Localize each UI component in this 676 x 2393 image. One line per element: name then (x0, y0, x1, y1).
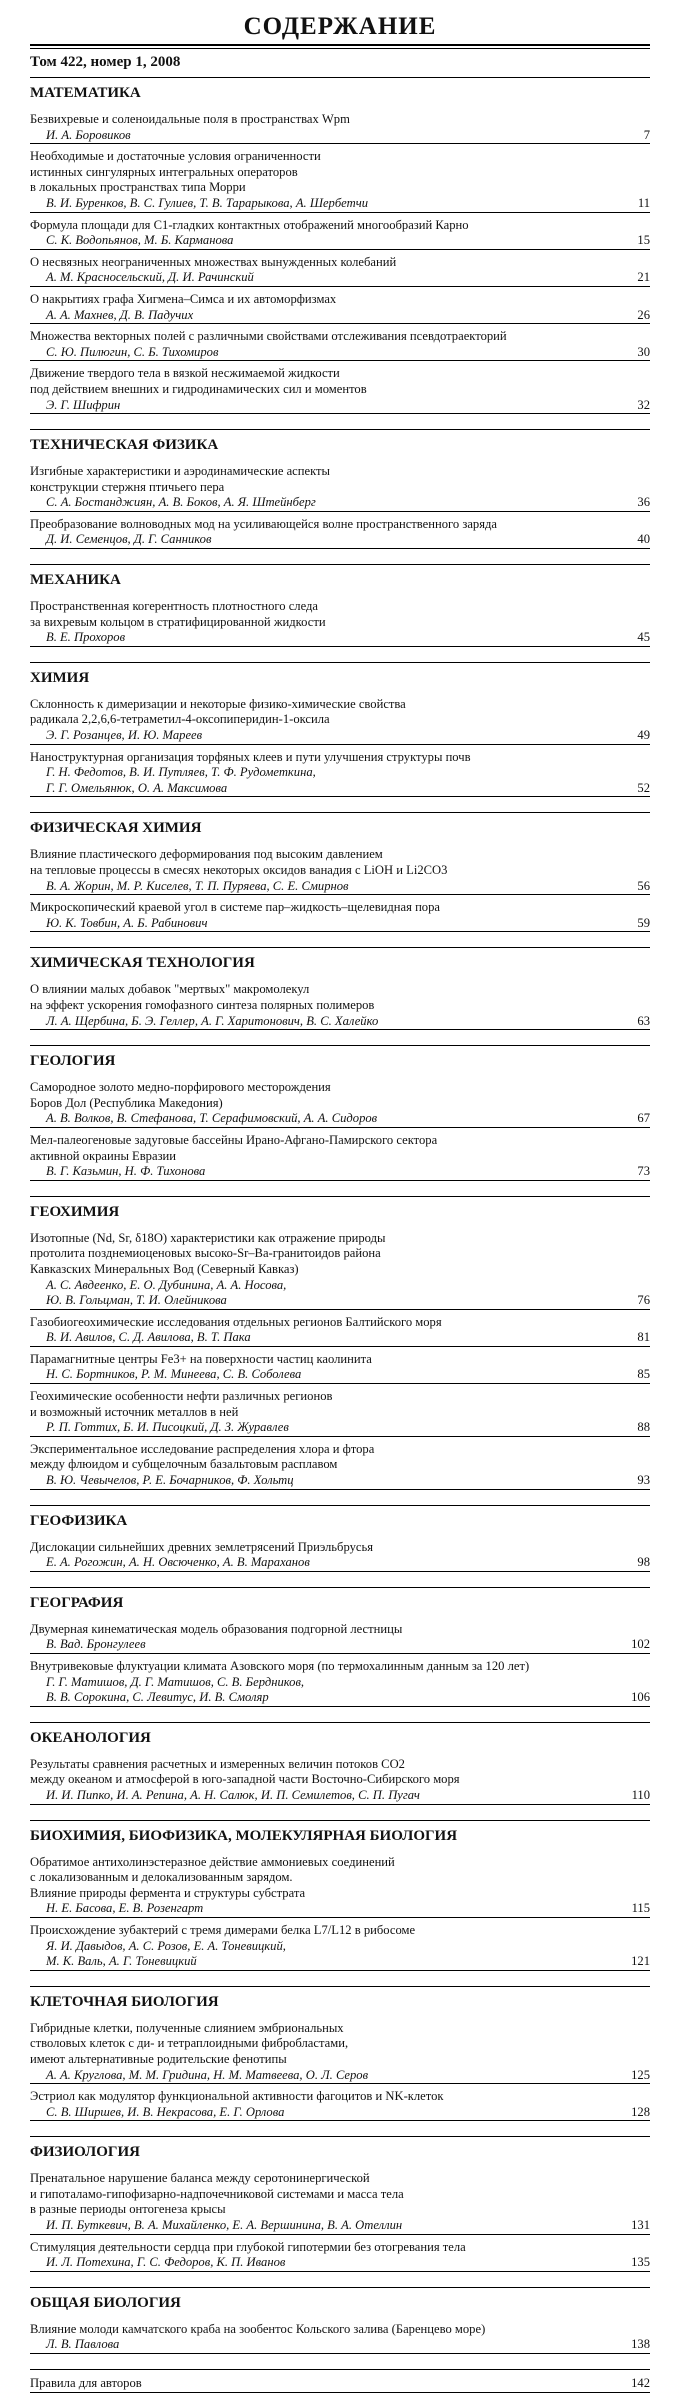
toc-entry[interactable] (30, 1442, 650, 1490)
toc-section (30, 1722, 650, 1820)
entry-page-number: 128 (631, 2104, 650, 2119)
entry-authors: С. В. Ширшев, И. В. Некрасова, Е. Г. Орлова (30, 2105, 650, 2122)
entry-authors: Э. Г. Розанцев, И. Ю. Мареев (30, 728, 650, 745)
entry-authors: Э. Г. Шифрин (30, 398, 650, 415)
section-title: ТЕХНИЧЕСКАЯ ФИЗИКА (30, 437, 219, 454)
title-rule-thin (30, 48, 650, 49)
entry-page-number: 110 (631, 1787, 650, 1802)
toc-entry[interactable] (30, 2089, 650, 2121)
entry-authors: Д. И. Семенцов, Д. Г. Санников (30, 532, 650, 549)
toc-entry[interactable] (30, 697, 650, 745)
sections-list (30, 77, 650, 2369)
entry-title: Самородное золото медно-порфирового месторождения Боров Дол (Республика Македония) (30, 1080, 331, 1110)
issue-info: Том 422, номер 1, 2008 (30, 54, 181, 70)
toc-entry[interactable] (30, 218, 650, 250)
toc-section (30, 1196, 650, 1505)
entry-title: О накрытиях графа Хигмена–Симса и их автоморфизмах (30, 291, 337, 306)
toc-entry[interactable] (30, 599, 650, 647)
entry-title: Наноструктурная организация торфяных клеев и пути улучшения структуры почв (30, 749, 471, 764)
toc-entry[interactable] (30, 1389, 650, 1437)
section-title: ФИЗИЧЕСКАЯ ХИМИЯ (30, 820, 202, 837)
entry-page-number: 102 (631, 1637, 650, 1652)
toc-entry[interactable] (30, 1133, 650, 1181)
footer-entry[interactable] (30, 2369, 650, 2393)
entry-authors: Н. С. Бортников, Р. М. Минеева, С. В. Соболева (30, 1367, 650, 1384)
entry-title: О влиянии малых добавок "мертвых" макромолекул на эффект ускорения гомофазного синтеза полярных полимеров (30, 982, 375, 1012)
entry-title: Склонность к димеризации и некоторые физико-химические свойства радикала 2,2,6,6-тетраметил-4-оксопиперидин-1-оксила (30, 696, 406, 727)
toc-section (30, 2287, 650, 2369)
toc-section (30, 564, 650, 662)
entry-title: Множества векторных полей с различными свойствами отслеживания псевдотраекторий (30, 329, 507, 344)
entry-page-number: 30 (637, 344, 650, 359)
entry-title: Двумерная кинематическая модель образования подгорной лестницы (30, 1621, 403, 1636)
toc-entry[interactable] (30, 1757, 650, 1805)
section-title: ОБЩАЯ БИОЛОГИЯ (30, 2294, 181, 2311)
section-title: ОКЕАНОЛОГИЯ (30, 1729, 151, 1746)
toc-section (30, 1505, 650, 1587)
section-title: КЛЕТОЧНАЯ БИОЛОГИЯ (30, 1993, 219, 2010)
toc-entry[interactable] (30, 464, 650, 512)
entry-title: Пренатальное нарушение баланса между серотонинергической и гипоталамо-гипофизарно-надпочечниковой системами и масса тела в разные периоды онтогенеза крысы (30, 2171, 404, 2217)
entry-title: Изгибные характеристики и аэродинамические аспекты конструкции стержня птичьего пера (30, 464, 330, 494)
entry-title: Изотопные (Nd, Sr, δ18O) характеристики как отражение природы протолита позднемиоценовых высоко-Sr–Ba-гранитоидов района Кавказских Минеральных Вод (Северный Кавказ) (30, 1230, 386, 1276)
entry-authors: В. Г. Казьмин, Н. Ф. Тихонова (30, 1164, 650, 1181)
entry-page-number: 73 (637, 1164, 650, 1179)
entry-page-number: 98 (637, 1555, 650, 1570)
footer-page: 142 (631, 2376, 650, 2391)
entry-authors: А. С. Авдеенко, Е. О. Дубинина, А. А. Носова, Ю. В. Гольцман, Т. И. Олейникова (30, 1278, 650, 1310)
entry-authors: И. Л. Потехина, Г. С. Федоров, К. П. Иванов (30, 2255, 650, 2272)
entry-page-number: 125 (631, 2067, 650, 2082)
entry-title: Безвихревые и соленоидальные поля в пространствах Wpm (30, 112, 350, 126)
entry-page-number: 85 (637, 1367, 650, 1382)
entry-title: Результаты сравнения расчетных и измеренных величин потоков CO2 между океаном и атмосферой в юго-западной части Восточно-Сибирского моря (30, 1756, 460, 1787)
toc-section (30, 1820, 650, 1986)
entry-title: Парамагнитные центры Fe3+ на поверхности частиц каолинита (30, 1351, 372, 1366)
entry-authors: В. А. Жорин, М. Р. Киселев, Т. П. Пуряева, С. Е. Смирнов (30, 879, 650, 896)
section-title: МАТЕМАТИКА (30, 85, 141, 101)
entry-authors: В. И. Авилов, С. Д. Авилова, В. Т. Пака (30, 1330, 650, 1347)
entry-title: Геохимические особенности нефти различных регионов и возможный источник металлов в ней (30, 1389, 333, 1419)
toc-entry[interactable] (30, 329, 650, 361)
entry-authors: Я. И. Давыдов, А. С. Розов, Е. А. Тоневицкий, М. К. Валь, А. Г. Тоневицкий (30, 1939, 650, 1971)
entry-authors: Ю. К. Товбин, А. Б. Рабинович (30, 916, 650, 933)
title-rule (30, 44, 650, 46)
entry-page-number: 26 (637, 307, 650, 322)
toc-entry[interactable] (30, 2240, 650, 2272)
toc-entry[interactable] (30, 2021, 650, 2084)
entry-page-number: 115 (631, 1901, 650, 1916)
toc-entry[interactable] (30, 1855, 650, 1918)
toc-section (30, 77, 650, 429)
toc-entry[interactable] (30, 1080, 650, 1128)
entry-authors: С. К. Водопьянов, М. Б. Карманова (30, 233, 650, 250)
entry-page-number: 15 (637, 233, 650, 248)
toc-entry[interactable] (30, 2171, 650, 2234)
entry-title: Пространственная когерентность плотностного следа за вихревым кольцом в стратифицированной жидкости (30, 599, 326, 629)
entry-page-number: 131 (631, 2218, 650, 2233)
toc-section (30, 2136, 650, 2287)
entry-title: Гибридные клетки, полученные слиянием эмбриональных стволовых клеток с ди- и тетраплоидными фибробластами, имеют альтернативные родительские фенотипы (30, 2020, 349, 2066)
entry-page-number: 45 (637, 630, 650, 645)
entry-page-number: 11 (637, 195, 650, 210)
toc-section (30, 1045, 650, 1196)
toc-section (30, 429, 650, 564)
entry-authors: Л. В. Павлова (30, 2337, 650, 2354)
entry-title: Происхождение зубактерий с тремя димерами белка L7/L12 в рибосоме (30, 1922, 416, 1937)
entry-page-number: 135 (631, 2255, 650, 2270)
entry-authors: А. М. Красносельский, Д. И. Рачинский (30, 270, 650, 287)
toc-entry[interactable] (30, 517, 650, 549)
entry-page-number: 121 (631, 1954, 650, 1969)
entry-page-number: 56 (637, 878, 650, 893)
entry-authors: В. И. Буренков, В. С. Гулиев, Т. В. Тарарыкова, А. Шербетчи (30, 196, 650, 213)
toc-entry[interactable] (30, 750, 650, 798)
entry-title: Мел-палеогеновые задуговые бассейны Ирано-Афгано-Памирского сектора активной окраины Евразии (30, 1132, 438, 1163)
entry-page-number: 88 (637, 1420, 650, 1435)
entry-title: Обратимое антихолинэстеразное действие аммониевых соединений с локализованным и делокализованным зарядом. Влияние природы фермента и структуры субстрата (30, 1854, 395, 1900)
entry-page-number: 32 (637, 397, 650, 412)
entry-title: Преобразование волноводных мод на усиливающейся волне пространственного заряда (30, 516, 497, 531)
entry-page-number: 7 (643, 127, 650, 142)
toc-entry[interactable] (30, 1352, 650, 1384)
footer-title: Правила для авторов (30, 2376, 650, 2393)
entry-authors: Г. Г. Матишов, Д. Г. Матишов, С. В. Бердников, В. В. Сорокина, С. Левитус, И. В. Смоляр (30, 1675, 650, 1707)
toc-entry[interactable] (30, 2322, 650, 2354)
contents-page (30, 12, 650, 2393)
entry-title: Влияние пластического деформирования под высоким давлением на тепловые процессы в смесях некоторых оксидов ванадия с LiOH и Li2CO3 (30, 847, 448, 877)
toc-section (30, 662, 650, 813)
entry-title: Движение твердого тела в вязкой несжимаемой жидкости под действием внешних и гидродинамических сил и моментов (30, 366, 367, 396)
entry-page-number: 67 (637, 1111, 650, 1126)
toc-entry[interactable] (30, 255, 650, 287)
section-title: ГЕОФИЗИКА (30, 1512, 128, 1529)
toc-entry[interactable] (30, 982, 650, 1030)
entry-page-number: 59 (637, 915, 650, 930)
toc-section (30, 1587, 650, 1722)
toc-entry[interactable] (30, 1315, 650, 1347)
section-title: ГЕОЛОГИЯ (30, 1053, 116, 1070)
toc-entry[interactable] (30, 149, 650, 212)
section-title: ФИЗИОЛОГИЯ (30, 2144, 140, 2161)
entry-page-number: 106 (631, 1690, 650, 1705)
entry-authors: В. Вад. Бронгулеев (30, 1637, 650, 1654)
toc-entry[interactable] (30, 1231, 650, 1310)
toc-entry[interactable] (30, 292, 650, 324)
entry-authors: И. П. Буткевич, В. А. Михайленко, Е. А. Вершинина, В. А. Отеллин (30, 2218, 650, 2235)
entry-authors: Н. Е. Басова, Е. В. Розенгарт (30, 1901, 650, 1918)
toc-section (30, 1986, 650, 2137)
toc-section (30, 812, 650, 947)
toc-section (30, 947, 650, 1045)
entry-page-number: 138 (631, 2337, 650, 2352)
entry-authors: И. И. Пипко, И. А. Репина, А. Н. Салюк, И. П. Семилетов, С. П. Пугач (30, 1788, 650, 1805)
entry-title: Стимуляция деятельности сердца при глубокой гипотермии без отогревания тела (30, 2239, 466, 2254)
entry-authors: В. Ю. Чевычелов, Р. Е. Бочарников, Ф. Хольтц (30, 1473, 650, 1490)
entry-page-number: 81 (637, 1330, 650, 1345)
entry-title: Формула площади для C1-гладких контактных отображений многообразий Карно (30, 217, 469, 232)
page-title: СОДЕРЖАНИЕ (243, 13, 437, 40)
entry-page-number: 36 (637, 495, 650, 510)
section-title: ГЕОХИМИЯ (30, 1203, 120, 1220)
entry-authors: Р. П. Готтих, Б. И. Писоцкий, Д. З. Журавлев (30, 1420, 650, 1437)
entry-title: Необходимые и достаточные условия ограниченности истинных сингулярных интегральных операторов в локальных пространствах типа Морри (30, 149, 321, 195)
entry-authors: А. А. Махнев, Д. В. Падучих (30, 308, 650, 325)
entry-title: О несвязных неограниченных множествах вынужденных колебаний (30, 254, 397, 269)
entry-authors: Г. Н. Федотов, В. И. Путляев, Т. Ф. Рудометкина, Г. Г. Омельянюк, О. А. Максимова (30, 765, 650, 797)
entry-authors: И. А. Боровиков (30, 128, 650, 145)
toc-entry[interactable] (30, 366, 650, 414)
toc-entry[interactable] (30, 1659, 650, 1707)
toc-entry[interactable] (30, 1923, 650, 1971)
entry-page-number: 40 (637, 532, 650, 547)
section-title: ХИМИЯ (30, 669, 90, 686)
entry-title: Газобиогеохимические исследования отдельных регионов Балтийского моря (30, 1314, 442, 1329)
entry-title: Эстриол как модулятор функциональной активности фагоцитов и NK-клеток (30, 2089, 444, 2104)
section-title: ГЕОГРАФИЯ (30, 1594, 124, 1611)
entry-title: Дислокации сильнейших древних землетрясений Приэльбрусья (30, 1539, 374, 1554)
toc-entry[interactable] (30, 1622, 650, 1654)
toc-entry[interactable] (30, 900, 650, 932)
section-title: ХИМИЧЕСКАЯ ТЕХНОЛОГИЯ (30, 955, 255, 972)
entry-title: Внутривековые флуктуации климата Азовского моря (по термохалинным данным за 120 лет) (30, 1659, 530, 1673)
toc-entry[interactable] (30, 847, 650, 895)
entry-page-number: 93 (637, 1473, 650, 1488)
entry-authors: С. Ю. Пилюгин, С. Б. Тихомиров (30, 345, 650, 362)
entry-page-number: 76 (637, 1293, 650, 1308)
entry-authors: С. А. Бостанджиян, А. В. Боков, А. Я. Штейнберг (30, 495, 650, 512)
entry-authors: Е. А. Рогожин, А. Н. Овсюченко, А. В. Мараханов (30, 1555, 650, 1572)
section-title: МЕХАНИКА (30, 572, 121, 589)
entry-title: Экспериментальное исследование распределения хлора и фтора между флюидом и субщелочным базальтовым расплавом (30, 1441, 375, 1472)
entry-authors: А. А. Круглова, М. М. Гридина, Н. М. Матвеева, О. Л. Серов (30, 2068, 650, 2085)
entry-page-number: 63 (637, 1013, 650, 1028)
entry-page-number: 21 (637, 270, 650, 285)
toc-entry[interactable] (30, 1540, 650, 1572)
entry-page-number: 52 (637, 780, 650, 795)
entry-page-number: 49 (637, 728, 650, 743)
entry-title: Влияние молоди камчатского краба на зообентос Кольского залива (Баренцево море) (30, 2321, 486, 2336)
section-title: БИОХИМИЯ, БИОФИЗИКА, МОЛЕКУЛЯРНАЯ БИОЛОГИЯ (30, 1827, 458, 1844)
entry-title: Микроскопический краевой угол в системе пар–жидкость–щелевидная пора (30, 900, 440, 915)
entry-authors: А. В. Волков, В. Стефанова, Т. Серафимовский, А. А. Сидоров (30, 1111, 650, 1128)
toc-entry[interactable] (30, 112, 650, 144)
entry-authors: Л. А. Щербина, Б. Э. Геллер, А. Г. Харитонович, В. С. Халейко (30, 1014, 650, 1031)
entry-authors: В. Е. Прохоров (30, 630, 650, 647)
